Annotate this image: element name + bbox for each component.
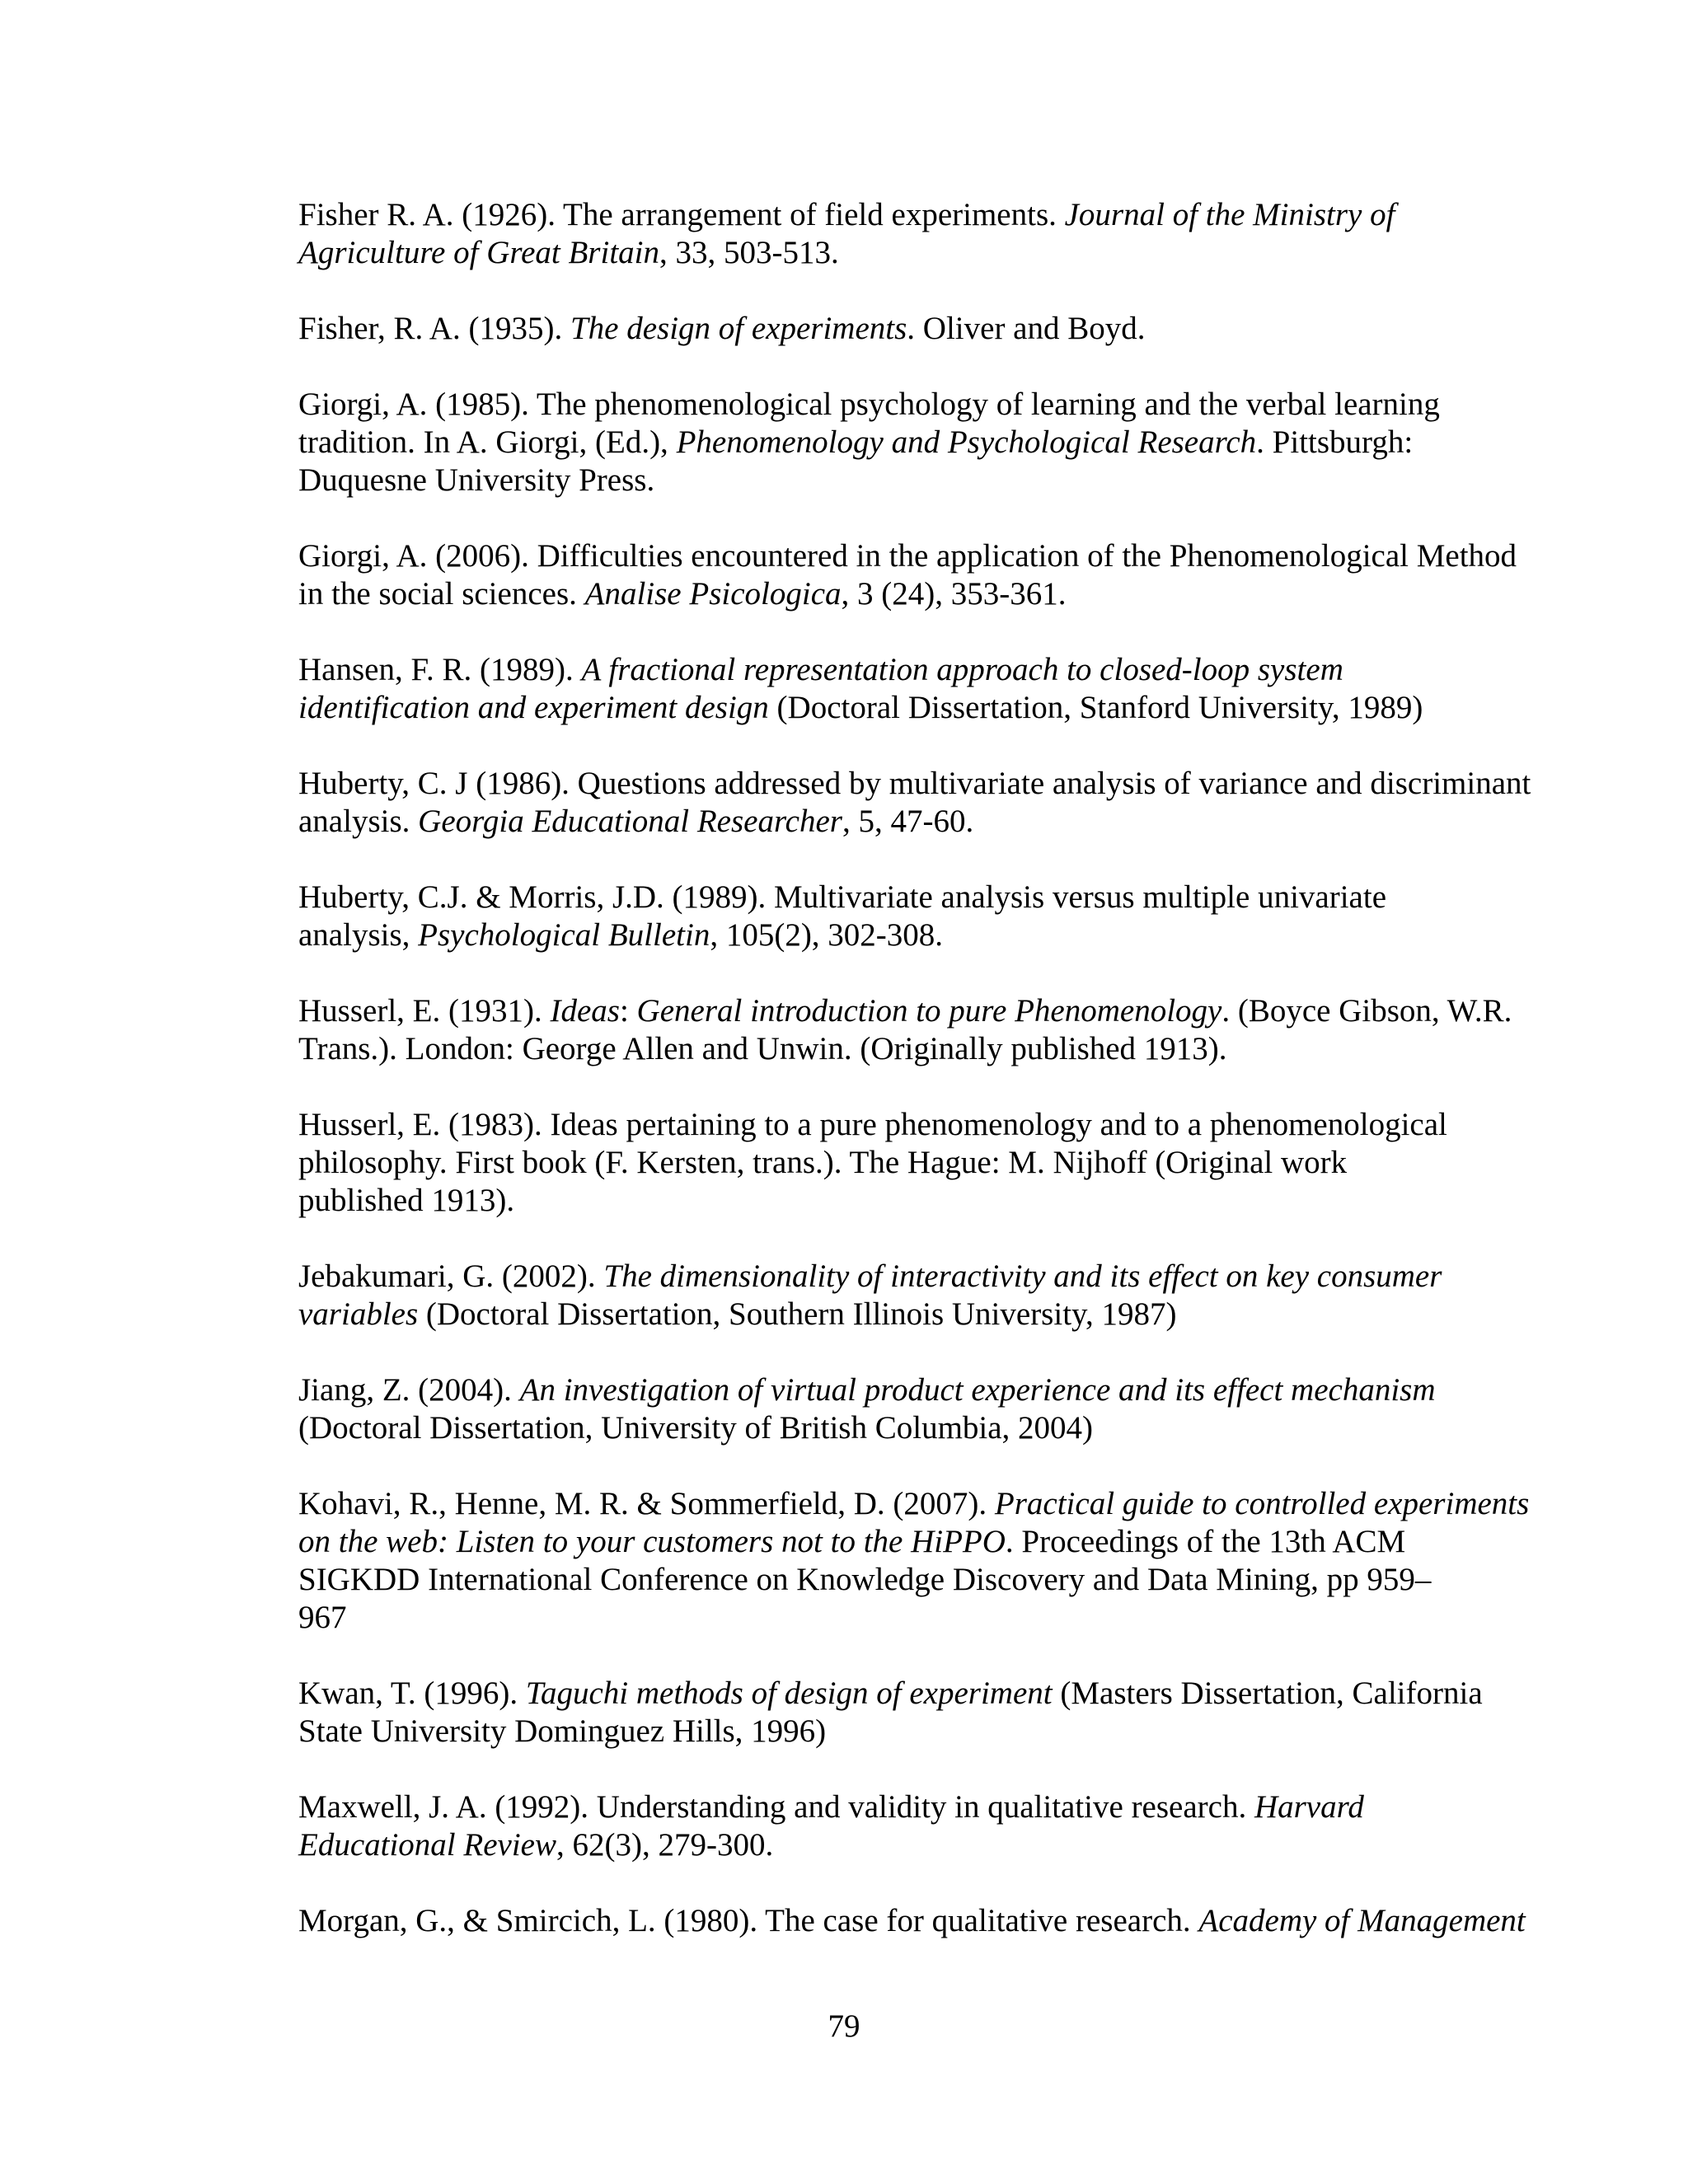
reference-text: , 62(3), 279-300. (556, 1827, 774, 1863)
reference-italic-text: Practical guide to controlled experiments (994, 1486, 1530, 1521)
reference-text: Jiang, Z. (2004). (298, 1372, 520, 1408)
reference-line (298, 462, 1485, 499)
reference-text: Duquesne University Press. (298, 462, 655, 498)
reference-line (298, 1371, 1485, 1409)
reference-entry (199, 1675, 1485, 1750)
reference-line (298, 575, 1485, 613)
reference-text: Jebakumari, G. (2002). (298, 1258, 604, 1294)
reference-italic-text: The design of experiments (570, 311, 907, 346)
reference-entry (199, 1485, 1530, 1637)
reference-entry (199, 537, 1517, 613)
reference-line (298, 1030, 1485, 1068)
reference-text: Huberty, C. J (1986). Questions addressed by multivariate analysis of variance and discriminant (298, 766, 1531, 801)
reference-line (298, 1902, 1526, 1940)
reference-text: . Proceedings of the 13th ACM (1005, 1524, 1406, 1559)
reference-text: Morgan, G., & Smircich, L. (1980). The case for qualitative research. (298, 1903, 1199, 1938)
reference-text: , 105(2), 302-308. (710, 917, 944, 953)
reference-text: Giorgi, A. (2006). Difficulties encountered in the application of the Phenomenological Method (298, 538, 1517, 574)
reference-text: . Pittsburgh: (1256, 424, 1414, 460)
reference-text: Kohavi, R., Henne, M. R. & Sommerfield, D. (2007). (298, 1486, 995, 1521)
reference-entry (199, 1258, 1485, 1333)
reference-line (298, 1599, 1485, 1637)
reference-text: Giorgi, A. (1985). The phenomenological psychology of learning and the verbal learning (298, 387, 1440, 422)
reference-text: Fisher R. A. (1926). The arrangement of field experiments. (298, 197, 1065, 232)
reference-text: State University Dominguez Hills, 1996) (298, 1713, 827, 1749)
reference-line (298, 196, 1485, 234)
reference-line (298, 689, 1485, 727)
reference-text: Huberty, C.J. & Morris, J.D. (1989). Multivariate analysis versus multiple univariate (298, 879, 1387, 915)
reference-italic-text: An investigation of virtual product experience and its effect mechanism (519, 1372, 1436, 1408)
reference-line (298, 1409, 1485, 1447)
reference-entry (199, 765, 1531, 841)
reference-line (298, 234, 1485, 272)
reference-line (298, 1826, 1485, 1864)
reference-italic-text: on the web: Listen to your customers not to the HiPPO (298, 1524, 1006, 1559)
reference-italic-text: Georgia Educational Researcher (418, 804, 842, 839)
reference-entry (199, 1788, 1485, 1864)
reference-text: : (619, 993, 637, 1029)
reference-italic-text: identification and experiment design (298, 690, 769, 725)
reference-line (298, 1485, 1530, 1523)
reference-line (298, 992, 1512, 1030)
reference-line (298, 386, 1485, 424)
reference-line (298, 424, 1485, 462)
reference-entry (199, 992, 1512, 1068)
reference-line (298, 1296, 1485, 1333)
reference-line (298, 1144, 1485, 1182)
reference-italic-text: The dimensionality of interactivity and its effect on key consumer (603, 1258, 1442, 1294)
reference-text: (Doctoral Dissertation, Southern Illinois University, 1987) (418, 1296, 1177, 1332)
reference-line (298, 803, 1485, 841)
reference-line (298, 1106, 1485, 1144)
reference-line (298, 1561, 1485, 1599)
page-number: 79 (828, 2008, 860, 2044)
reference-italic-text: Analise Psicologica (584, 576, 842, 612)
reference-italic-text: General introduction to pure Phenomenology (636, 993, 1222, 1029)
reference-text: in the social sciences. (298, 576, 585, 612)
reference-line (298, 765, 1531, 803)
reference-text: analysis, (298, 917, 419, 953)
reference-line (298, 1788, 1485, 1826)
reference-italic-text: Academy of Management (1198, 1903, 1526, 1938)
reference-text: Kwan, T. (1996). (298, 1675, 526, 1711)
reference-text: 967 (298, 1600, 347, 1635)
reference-line (298, 916, 1485, 954)
reference-line (298, 651, 1485, 689)
reference-text: Fisher, R. A. (1935). (298, 311, 570, 346)
reference-entry (199, 1371, 1485, 1447)
reference-text: Maxwell, J. A. (1992). Understanding and validity in qualitative research. (298, 1789, 1254, 1825)
reference-list (199, 196, 1531, 1978)
reference-text: (Masters Dissertation, California (1052, 1675, 1483, 1711)
reference-text: Trans.). London: George Allen and Unwin. (Originally published 1913). (298, 1031, 1227, 1066)
reference-text: published 1913). (298, 1183, 515, 1218)
reference-line (298, 1258, 1485, 1296)
reference-text: , 5, 47-60. (842, 804, 974, 839)
reference-entry (199, 879, 1485, 954)
reference-entry (199, 1902, 1526, 1940)
reference-entry (199, 196, 1485, 272)
reference-italic-text: Ideas (550, 993, 620, 1029)
reference-text: . Oliver and Boyd. (907, 311, 1146, 346)
reference-italic-text: Psychological Bulletin (418, 917, 710, 953)
reference-text: philosophy. First book (F. Kersten, trans.). The Hague: M. Nijhoff (Original work (298, 1145, 1348, 1180)
reference-italic-text: Phenomenology and Psychological Research (676, 424, 1257, 460)
reference-line (298, 1675, 1485, 1713)
reference-italic-text: variables (298, 1296, 419, 1332)
reference-line (298, 1713, 1485, 1750)
reference-entry (199, 651, 1485, 727)
reference-text: analysis. (298, 804, 419, 839)
reference-text: (Doctoral Dissertation, University of British Columbia, 2004) (298, 1410, 1094, 1446)
reference-text: Hansen, F. R. (1989). (298, 652, 582, 687)
reference-line (298, 310, 1485, 348)
reference-text: tradition. In A. Giorgi, (Ed.), (298, 424, 677, 460)
reference-italic-text: Taguchi methods of design of experiment (525, 1675, 1053, 1711)
reference-line (298, 1182, 1485, 1220)
reference-entry (199, 310, 1485, 348)
reference-entry (199, 1106, 1485, 1220)
reference-text: SIGKDD International Conference on Knowledge Discovery and Data Mining, pp 959– (298, 1562, 1432, 1597)
reference-entry (199, 386, 1485, 499)
reference-text: , 33, 503-513. (659, 235, 839, 270)
reference-italic-text: Educational Review (298, 1827, 556, 1863)
reference-text: , 3 (24), 353-361. (841, 576, 1067, 612)
reference-line (298, 537, 1517, 575)
reference-italic-text: Harvard (1254, 1789, 1364, 1825)
reference-line (298, 879, 1485, 916)
reference-italic-text: Journal of the Ministry of (1064, 197, 1395, 232)
reference-italic-text: Agriculture of Great Britain (298, 235, 659, 270)
reference-text: (Doctoral Dissertation, Stanford University, 1989) (768, 690, 1423, 725)
reference-line (298, 1523, 1485, 1561)
reference-text: Husserl, E. (1931). (298, 993, 551, 1029)
reference-italic-text: A fractional representation approach to closed-loop system (581, 652, 1343, 687)
reference-text: Husserl, E. (1983). Ideas pertaining to a pure phenomenology and to a phenomenological (298, 1107, 1447, 1142)
reference-text: . (Boyce Gibson, W.R. (1221, 993, 1512, 1029)
